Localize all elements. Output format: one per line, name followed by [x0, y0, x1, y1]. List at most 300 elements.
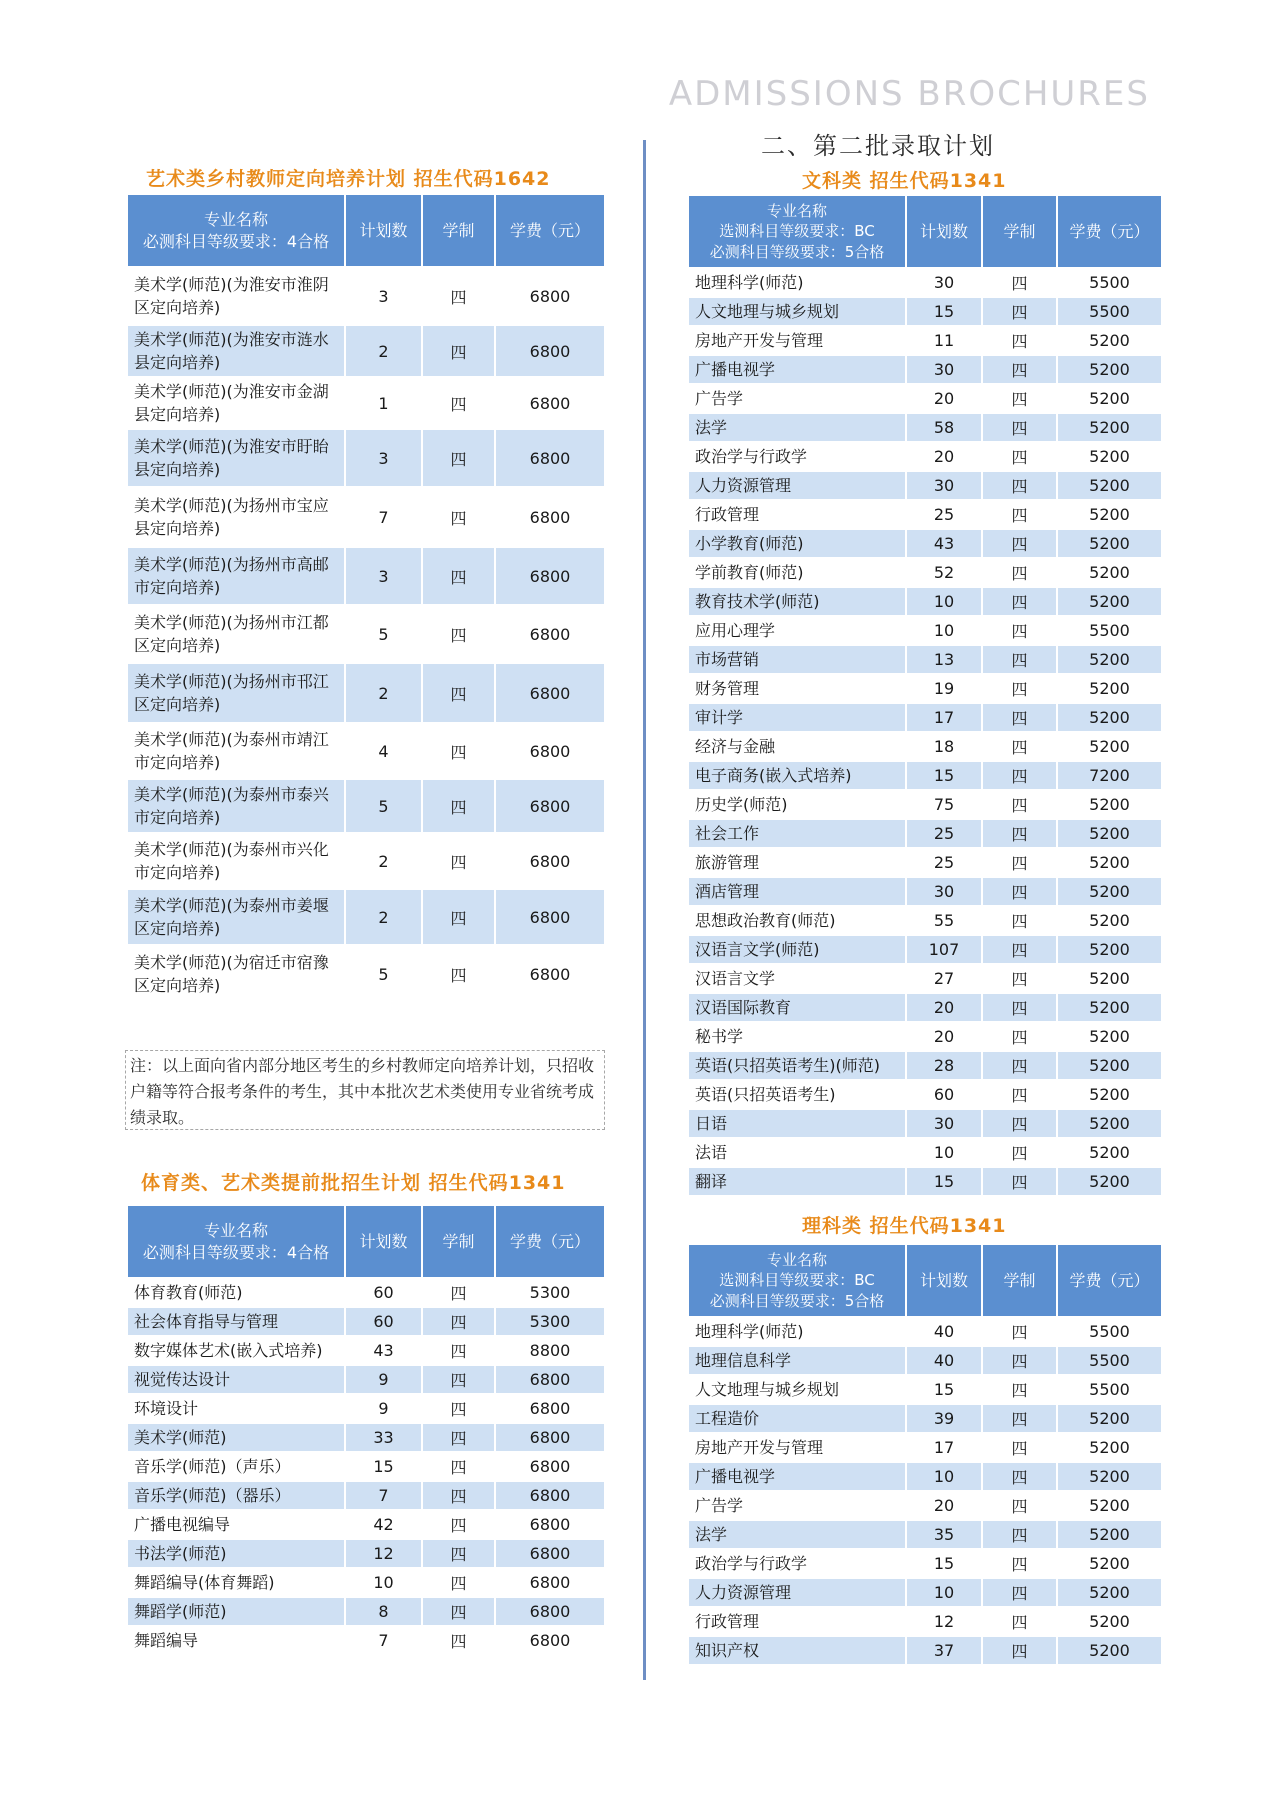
major-name-cell: 秘书学	[688, 1022, 906, 1051]
table-row	[688, 674, 1162, 703]
tuition-fee-cell: 6800	[495, 1394, 605, 1423]
plan-count-cell: 12	[345, 1539, 422, 1568]
major-name-cell: 广播电视学	[688, 355, 906, 384]
plan-count-cell: 35	[906, 1520, 982, 1549]
tuition-fee-cell: 6800	[495, 267, 605, 325]
major-name-cell: 美术学(师范)(为泰州市兴化市定向培养)	[127, 833, 345, 889]
tuition-fee-cell: 6800	[495, 1365, 605, 1394]
years-cell: 四	[982, 1578, 1057, 1607]
tuition-fee-cell: 6800	[495, 547, 605, 605]
table-row	[688, 1462, 1162, 1491]
table-row	[688, 703, 1162, 732]
tuition-fee-cell: 6800	[495, 1452, 605, 1481]
years-cell: 四	[982, 297, 1057, 326]
tuition-fee-cell: 5200	[1057, 587, 1162, 616]
years-cell: 四	[422, 267, 495, 325]
table-row	[688, 587, 1162, 616]
years-cell: 四	[982, 964, 1057, 993]
plan-count-cell: 20	[906, 1022, 982, 1051]
plan-count-cell: 107	[906, 935, 982, 964]
years-cell: 四	[422, 663, 495, 723]
plan-count-cell: 17	[906, 1433, 982, 1462]
header-major-label: 专业名称	[766, 202, 827, 221]
table-row	[127, 889, 605, 945]
major-name-cell: 工程造价	[688, 1404, 906, 1433]
tuition-fee-cell: 5500	[1057, 1346, 1162, 1375]
header-required-level: 必测科目等级要求：4合格	[142, 231, 330, 251]
tuition-fee-cell: 5200	[1057, 558, 1162, 587]
table-row	[688, 616, 1162, 645]
years-cell: 四	[982, 1080, 1057, 1109]
header-count: 计划数	[345, 1205, 422, 1278]
years-cell: 四	[982, 674, 1057, 703]
table-row	[127, 487, 605, 547]
tuition-fee-cell: 5200	[1057, 1462, 1162, 1491]
table-row	[688, 1080, 1162, 1109]
tuition-fee-cell: 5200	[1057, 1138, 1162, 1167]
years-cell: 四	[982, 500, 1057, 529]
years-cell: 四	[422, 1626, 495, 1655]
table-row	[688, 645, 1162, 674]
table-row	[688, 326, 1162, 355]
major-name-cell: 汉语国际教育	[688, 993, 906, 1022]
section-title-sports-art: 体育类、艺术类提前批招生计划 招生代码1341	[141, 1172, 566, 1194]
tuition-fee-cell: 5200	[1057, 1433, 1162, 1462]
years-cell: 四	[422, 833, 495, 889]
major-name-cell: 知识产权	[688, 1636, 906, 1665]
table-row	[688, 500, 1162, 529]
years-cell: 四	[422, 377, 495, 429]
major-name-cell: 法学	[688, 413, 906, 442]
table-row	[688, 1167, 1162, 1196]
years-cell: 四	[422, 945, 495, 1003]
tuition-fee-cell: 5300	[495, 1278, 605, 1307]
header-major	[127, 194, 345, 267]
major-name-cell: 学前教育(师范)	[688, 558, 906, 587]
table-row	[127, 1278, 605, 1307]
plan-count-cell: 19	[906, 674, 982, 703]
plan-count-cell: 11	[906, 326, 982, 355]
plan-count-cell: 12	[906, 1607, 982, 1636]
major-name-cell: 酒店管理	[688, 877, 906, 906]
table-row	[688, 1375, 1162, 1404]
table-row	[688, 906, 1162, 935]
plan-count-cell: 27	[906, 964, 982, 993]
major-name-cell: 地理信息科学	[688, 1346, 906, 1375]
major-name-cell: 人力资源管理	[688, 1578, 906, 1607]
plan-count-cell: 18	[906, 732, 982, 761]
years-cell: 四	[422, 1394, 495, 1423]
years-cell: 四	[982, 1433, 1057, 1462]
table-row	[688, 1317, 1162, 1346]
section-title-liberal: 文科类 招生代码1341	[802, 170, 1007, 192]
plan-count-cell: 4	[345, 723, 422, 779]
tuition-fee-cell: 5200	[1057, 471, 1162, 500]
years-cell: 四	[422, 1336, 495, 1365]
table-row	[127, 833, 605, 889]
table-row	[127, 429, 605, 487]
plan-count-cell: 15	[906, 297, 982, 326]
table-row	[688, 1433, 1162, 1462]
plan-count-cell: 55	[906, 906, 982, 935]
tuition-fee-cell: 6800	[495, 1626, 605, 1655]
tuition-fee-cell: 5200	[1057, 384, 1162, 413]
tuition-fee-cell: 6800	[495, 487, 605, 547]
tuition-fee-cell: 8800	[495, 1336, 605, 1365]
years-cell: 四	[982, 442, 1057, 471]
table-row	[688, 1520, 1162, 1549]
header-elective-level: 选测科目等级要求：BC	[719, 1271, 875, 1290]
major-name-cell: 美术学(师范)	[127, 1423, 345, 1452]
table-row	[688, 384, 1162, 413]
plan-count-cell: 15	[906, 1549, 982, 1578]
major-name-cell: 经济与金融	[688, 732, 906, 761]
major-name-cell: 财务管理	[688, 674, 906, 703]
plan-count-cell: 7	[345, 487, 422, 547]
plan-count-cell: 15	[906, 1375, 982, 1404]
tuition-fee-cell: 5200	[1057, 645, 1162, 674]
table-row	[127, 267, 605, 325]
tuition-fee-cell: 6800	[495, 723, 605, 779]
major-name-cell: 舞蹈学(师范)	[127, 1597, 345, 1626]
tuition-fee-cell: 5200	[1057, 1607, 1162, 1636]
tuition-fee-cell: 6800	[495, 1568, 605, 1597]
major-name-cell: 教育技术学(师范)	[688, 587, 906, 616]
plan-count-cell: 39	[906, 1404, 982, 1433]
header-years: 学制	[422, 194, 495, 267]
header-required-level: 必测科目等级要求：4合格	[142, 1242, 330, 1262]
major-name-cell: 法语	[688, 1138, 906, 1167]
plan-count-cell: 10	[906, 1138, 982, 1167]
years-cell: 四	[982, 1462, 1057, 1491]
table-row	[127, 605, 605, 663]
years-cell: 四	[982, 1549, 1057, 1578]
plan-count-cell: 2	[345, 833, 422, 889]
years-cell: 四	[422, 1452, 495, 1481]
years-cell: 四	[982, 993, 1057, 1022]
years-cell: 四	[422, 723, 495, 779]
tuition-fee-cell: 5200	[1057, 906, 1162, 935]
major-name-cell: 思想政治教育(师范)	[688, 906, 906, 935]
years-cell: 四	[982, 1317, 1057, 1346]
years-cell: 四	[982, 790, 1057, 819]
plan-count-cell: 10	[345, 1568, 422, 1597]
table-row	[688, 297, 1162, 326]
tuition-fee-cell: 5200	[1057, 935, 1162, 964]
major-name-cell: 小学教育(师范)	[688, 529, 906, 558]
plan-count-cell: 58	[906, 413, 982, 442]
table-row	[127, 1365, 605, 1394]
major-name-cell: 历史学(师范)	[688, 790, 906, 819]
table-row	[688, 1491, 1162, 1520]
tuition-fee-cell: 5200	[1057, 1636, 1162, 1665]
table-row	[688, 1022, 1162, 1051]
major-name-cell: 广播电视编导	[127, 1510, 345, 1539]
years-cell: 四	[422, 487, 495, 547]
tuition-fee-cell: 6800	[495, 779, 605, 833]
header-years: 学制	[422, 1205, 495, 1278]
years-cell: 四	[982, 906, 1057, 935]
years-cell: 四	[982, 1491, 1057, 1520]
tuition-fee-cell: 5200	[1057, 703, 1162, 732]
plan-count-cell: 3	[345, 429, 422, 487]
plan-count-cell: 40	[906, 1346, 982, 1375]
table-row	[127, 377, 605, 429]
plan-count-cell: 43	[906, 529, 982, 558]
plan-count-cell: 25	[906, 500, 982, 529]
years-cell: 四	[982, 1520, 1057, 1549]
table-row	[127, 325, 605, 377]
tuition-fee-cell: 5200	[1057, 1549, 1162, 1578]
major-name-cell: 电子商务(嵌入式培养)	[688, 761, 906, 790]
major-name-cell: 美术学(师范)(为泰州市泰兴市定向培养)	[127, 779, 345, 833]
years-cell: 四	[982, 1138, 1057, 1167]
major-name-cell: 美术学(师范)(为扬州市高邮市定向培养)	[127, 547, 345, 605]
plan-count-cell: 8	[345, 1597, 422, 1626]
years-cell: 四	[982, 384, 1057, 413]
years-cell: 四	[422, 325, 495, 377]
tuition-fee-cell: 5200	[1057, 326, 1162, 355]
plan-count-cell: 60	[345, 1307, 422, 1336]
table-row	[688, 413, 1162, 442]
table-row	[688, 993, 1162, 1022]
major-name-cell: 市场营销	[688, 645, 906, 674]
years-cell: 四	[982, 1109, 1057, 1138]
table-row	[127, 1307, 605, 1336]
brand-header: ADMISSIONS BROCHURES	[668, 74, 1150, 114]
header-years: 学制	[982, 1244, 1057, 1317]
years-cell: 四	[422, 429, 495, 487]
major-name-cell: 房地产开发与管理	[688, 326, 906, 355]
table-row	[127, 1481, 605, 1510]
table-row	[688, 1109, 1162, 1138]
tuition-fee-cell: 6800	[495, 833, 605, 889]
major-name-cell: 视觉传达设计	[127, 1365, 345, 1394]
plan-count-cell: 13	[906, 645, 982, 674]
major-name-cell: 美术学(师范)(为扬州市邗江区定向培养)	[127, 663, 345, 723]
plan-count-cell: 10	[906, 1578, 982, 1607]
tuition-fee-cell: 5200	[1057, 790, 1162, 819]
table-row	[688, 529, 1162, 558]
plan-count-cell: 30	[906, 355, 982, 384]
plan-count-cell: 40	[906, 1317, 982, 1346]
plan-count-cell: 2	[345, 889, 422, 945]
table-row	[688, 1578, 1162, 1607]
table-row	[127, 1626, 605, 1655]
tuition-fee-cell: 6800	[495, 605, 605, 663]
major-name-cell: 美术学(师范)(为泰州市靖江市定向培养)	[127, 723, 345, 779]
major-name-cell: 舞蹈编导	[127, 1626, 345, 1655]
plan-count-cell: 7	[345, 1626, 422, 1655]
tuition-fee-cell: 5200	[1057, 993, 1162, 1022]
header-fee: 学费（元）	[1057, 1244, 1162, 1317]
section-title-art-rural: 艺术类乡村教师定向培养计划 招生代码1642	[146, 168, 551, 190]
table-row	[127, 547, 605, 605]
plan-count-cell: 15	[906, 1167, 982, 1196]
header-major	[688, 195, 906, 268]
years-cell: 四	[982, 1607, 1057, 1636]
years-cell: 四	[422, 1481, 495, 1510]
tuition-fee-cell: 5200	[1057, 1109, 1162, 1138]
major-name-cell: 美术学(师范)(为淮安市淮阴区定向培养)	[127, 267, 345, 325]
table-row	[127, 663, 605, 723]
header-elective-level: 选测科目等级要求：BC	[719, 222, 875, 241]
tuition-fee-cell: 5500	[1057, 268, 1162, 297]
plan-count-cell: 60	[906, 1080, 982, 1109]
header-count: 计划数	[906, 1244, 982, 1317]
plan-count-cell: 30	[906, 268, 982, 297]
table-row	[688, 1051, 1162, 1080]
plan-count-cell: 5	[345, 945, 422, 1003]
table-row	[127, 1597, 605, 1626]
table-row	[688, 1138, 1162, 1167]
header-major	[127, 1205, 345, 1278]
plan-count-cell: 3	[345, 547, 422, 605]
major-name-cell: 广告学	[688, 384, 906, 413]
table-row	[127, 1568, 605, 1597]
plan-count-cell: 37	[906, 1636, 982, 1665]
tuition-fee-cell: 5200	[1057, 964, 1162, 993]
years-cell: 四	[982, 558, 1057, 587]
years-cell: 四	[982, 1167, 1057, 1196]
years-cell: 四	[982, 587, 1057, 616]
years-cell: 四	[982, 1346, 1057, 1375]
tuition-fee-cell: 6800	[495, 889, 605, 945]
table-row	[127, 1539, 605, 1568]
plan-count-cell: 30	[906, 1109, 982, 1138]
major-name-cell: 行政管理	[688, 1607, 906, 1636]
plan-count-cell: 7	[345, 1481, 422, 1510]
table-row	[688, 1549, 1162, 1578]
table-row	[127, 945, 605, 1003]
major-name-cell: 社会体育指导与管理	[127, 1307, 345, 1336]
years-cell: 四	[982, 268, 1057, 297]
years-cell: 四	[982, 935, 1057, 964]
years-cell: 四	[422, 1365, 495, 1394]
plan-count-cell: 5	[345, 779, 422, 833]
table-liberal	[687, 194, 1163, 1197]
tuition-fee-cell: 5200	[1057, 442, 1162, 471]
major-name-cell: 美术学(师范)(为淮安市金湖县定向培养)	[127, 377, 345, 429]
years-cell: 四	[422, 1278, 495, 1307]
years-cell: 四	[422, 1597, 495, 1626]
years-cell: 四	[982, 355, 1057, 384]
table-row	[127, 779, 605, 833]
plan-count-cell: 5	[345, 605, 422, 663]
tuition-fee-cell: 5200	[1057, 1080, 1162, 1109]
major-name-cell: 汉语言文学(师范)	[688, 935, 906, 964]
header-fee: 学费（元）	[1057, 195, 1162, 268]
tuition-fee-cell: 5200	[1057, 1491, 1162, 1520]
table-row	[688, 819, 1162, 848]
major-name-cell: 舞蹈编导(体育舞蹈)	[127, 1568, 345, 1597]
plan-count-cell: 15	[345, 1452, 422, 1481]
years-cell: 四	[422, 889, 495, 945]
years-cell: 四	[982, 761, 1057, 790]
header-required-level: 必测科目等级要求：5合格	[709, 242, 885, 261]
table-art-rural	[126, 193, 606, 1004]
years-cell: 四	[982, 819, 1057, 848]
table-row	[688, 848, 1162, 877]
header-major	[688, 1244, 906, 1317]
table-row	[688, 1607, 1162, 1636]
plan-count-cell: 2	[345, 325, 422, 377]
major-name-cell: 地理科学(师范)	[688, 1317, 906, 1346]
table-row	[688, 471, 1162, 500]
major-name-cell: 法学	[688, 1520, 906, 1549]
tuition-fee-cell: 5500	[1057, 297, 1162, 326]
years-cell: 四	[982, 529, 1057, 558]
tuition-fee-cell: 6800	[495, 1539, 605, 1568]
major-name-cell: 行政管理	[688, 500, 906, 529]
tuition-fee-cell: 5500	[1057, 1317, 1162, 1346]
plan-count-cell: 52	[906, 558, 982, 587]
years-cell: 四	[982, 413, 1057, 442]
years-cell: 四	[422, 605, 495, 663]
header-major-label: 专业名称	[766, 1251, 827, 1270]
major-name-cell: 日语	[688, 1109, 906, 1138]
years-cell: 四	[982, 471, 1057, 500]
tuition-fee-cell: 5200	[1057, 1051, 1162, 1080]
years-cell: 四	[422, 1510, 495, 1539]
note-rural: 注：以上面向省内部分地区考生的乡村教师定向培养计划，只招收户籍等符合报考条件的考生，其中本批次艺术类使用专业省统考成绩录取。	[125, 1050, 605, 1130]
major-name-cell: 政治学与行政学	[688, 1549, 906, 1578]
plan-count-cell: 28	[906, 1051, 982, 1080]
major-name-cell: 美术学(师范)(为泰州市姜堰区定向培养)	[127, 889, 345, 945]
plan-count-cell: 1	[345, 377, 422, 429]
years-cell: 四	[982, 1051, 1057, 1080]
plan-count-cell: 20	[906, 442, 982, 471]
major-name-cell: 美术学(师范)(为扬州市江都区定向培养)	[127, 605, 345, 663]
table-row	[688, 732, 1162, 761]
table-row	[127, 1394, 605, 1423]
plan-count-cell: 17	[906, 703, 982, 732]
major-name-cell: 英语(只招英语考生)	[688, 1080, 906, 1109]
header-fee: 学费（元）	[495, 1205, 605, 1278]
tuition-fee-cell: 5200	[1057, 355, 1162, 384]
tuition-fee-cell: 6800	[495, 945, 605, 1003]
header-count: 计划数	[906, 195, 982, 268]
table-row	[688, 877, 1162, 906]
major-name-cell: 广告学	[688, 1491, 906, 1520]
column-divider	[643, 140, 646, 1680]
plan-count-cell: 25	[906, 819, 982, 848]
years-cell: 四	[982, 326, 1057, 355]
years-cell: 四	[422, 1423, 495, 1452]
header-major-label: 专业名称	[203, 209, 268, 229]
table-row	[688, 558, 1162, 587]
tuition-fee-cell: 6800	[495, 663, 605, 723]
years-cell: 四	[422, 547, 495, 605]
major-name-cell: 环境设计	[127, 1394, 345, 1423]
major-name-cell: 数字媒体艺术(嵌入式培养)	[127, 1336, 345, 1365]
major-name-cell: 英语(只招英语考生)(师范)	[688, 1051, 906, 1080]
years-cell: 四	[982, 1404, 1057, 1433]
tuition-fee-cell: 6800	[495, 1597, 605, 1626]
header-required-level: 必测科目等级要求：5合格	[709, 1291, 885, 1310]
plan-count-cell: 10	[906, 1462, 982, 1491]
tuition-fee-cell: 5200	[1057, 1167, 1162, 1196]
tuition-fee-cell: 5300	[495, 1307, 605, 1336]
header-major-label: 专业名称	[203, 1220, 268, 1240]
plan-count-cell: 20	[906, 1491, 982, 1520]
years-cell: 四	[982, 1375, 1057, 1404]
tuition-fee-cell: 5200	[1057, 1578, 1162, 1607]
major-name-cell: 旅游管理	[688, 848, 906, 877]
table-row	[688, 268, 1162, 297]
tuition-fee-cell: 5200	[1057, 1022, 1162, 1051]
plan-count-cell: 33	[345, 1423, 422, 1452]
